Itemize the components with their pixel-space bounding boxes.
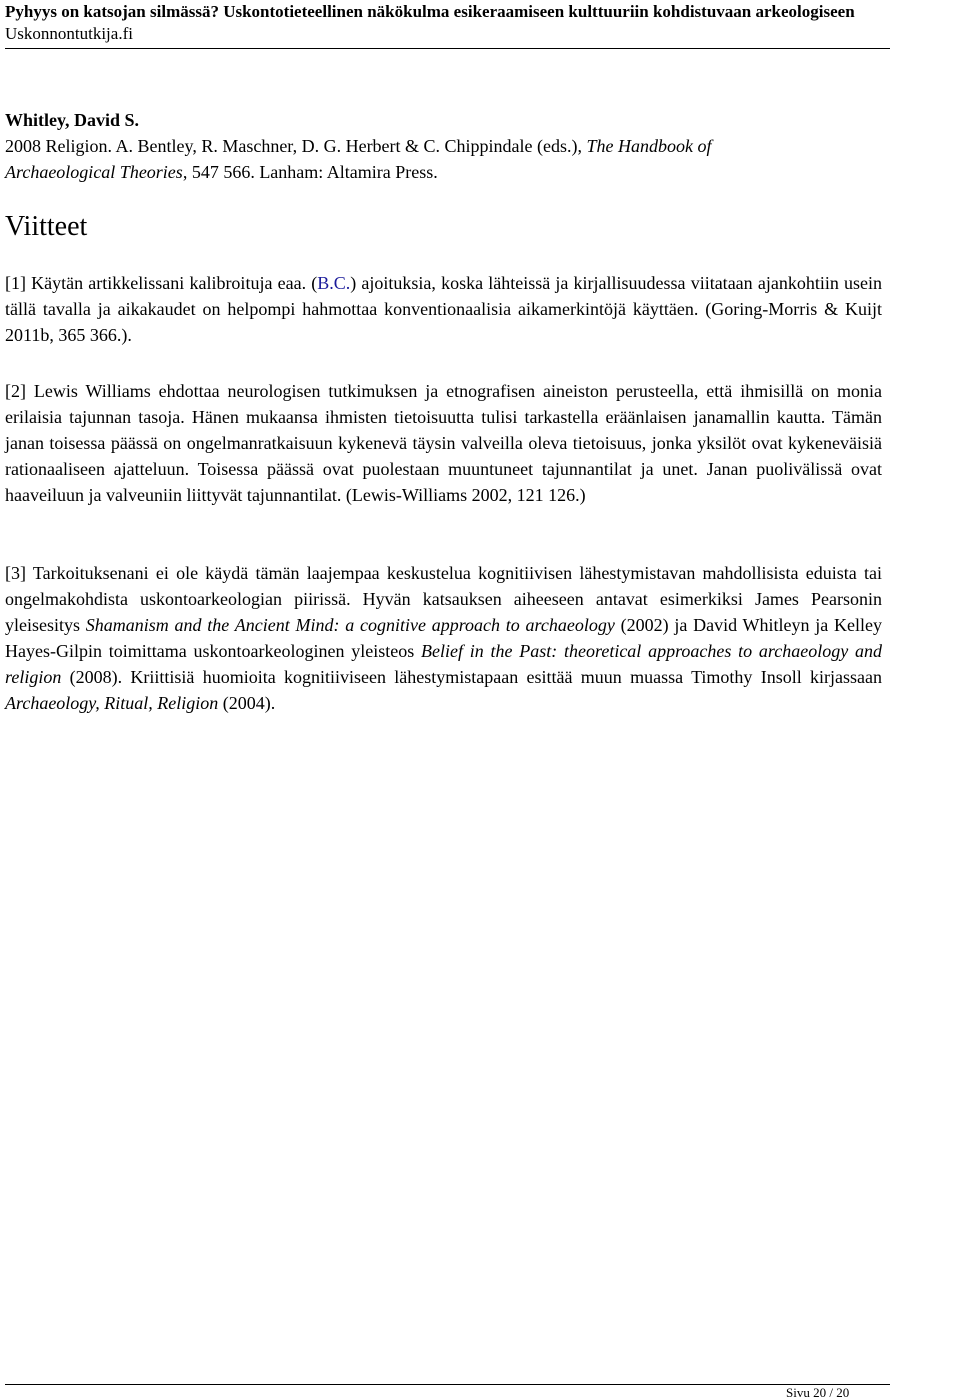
footnote-1 bbox=[5, 270, 882, 348]
citation-text: 2008 Religion. A. Bentley, R. Maschner, D. G. Herbert & C. Chippindale (eds.), bbox=[5, 136, 587, 156]
document-title: Pyhyys on katsojan silmässä? Uskontotieteellinen näkökulma esikeraamiseen kulttuuriin kohdistuvaan arkeologiseen bbox=[5, 2, 855, 21]
footnote-3 bbox=[5, 560, 882, 716]
header-divider bbox=[5, 48, 890, 49]
footnote-3-text-2: (2002) ja David Whitleyn ja Kelley Hayes-Gilpin toimittama uskontoarkeologinen yleisteos bbox=[5, 615, 882, 661]
bc-link[interactable]: B.C. bbox=[317, 273, 351, 293]
reference-entry bbox=[5, 107, 882, 185]
book-title-archaeology: Archaeology, Ritual, Religion bbox=[5, 693, 219, 713]
footnote-1-text: [1] Käytän artikkelissani kalibroituja eaa. ( bbox=[5, 273, 318, 293]
citation-book-title-cont: Archaeological Theories bbox=[5, 162, 183, 182]
footnote-3-text-4: (2004). bbox=[218, 693, 276, 713]
book-title-shamanism: Shamanism and the Ancient Mind: a cognitive approach to archaeology bbox=[85, 615, 615, 635]
citation-book-title: The Handbook of bbox=[586, 136, 712, 156]
citation-publisher: , 547 566. Lanham: Altamira Press. bbox=[182, 162, 438, 182]
page-header bbox=[5, 1, 955, 45]
page-number: Sivu 20 / 20 bbox=[786, 1385, 850, 1400]
footnote-3-text: [3] Tarkoituksenani ei ole käydä tämän laajempaa keskustelua kognitiivisen lähestymistavan mahdollisista eduista tai ongelmakohdista uskontoarkeologian piirissä. Hyvän katsauksen aiheeseen antavat esimerkiksi James Pearsonin yleisesitys bbox=[5, 563, 882, 635]
footnote-2: [2] Lewis Williams ehdottaa neurologisen tutkimuksen ja etnografisen aineiston perusteella, että ihmisillä on monia erilaisia tajunnan tasoja. Hänen mukaansa ihmisten tietoisuutta tulisi tarkastella eräänlaisen janamallin kautta. Tämän janan toisessa päässä on ongelmanratkaisuun kykenevä täysin valveilla oleva tietoisuus, jonka yksilöt ovat kykeneväisiä rationaaliseen ajatteluun. Toisessa päässä ovat puolestaan muuntuneet tajunnantilat ja unet. Janan puolivälissä ovat haaveiluun ja valveuniin liittyvät tajunnantilat. (Lewis-Williams 2002, 121 126.) bbox=[5, 381, 882, 505]
footnote-3-text-3: (2008). Kriittisiä huomioita kognitiiviseen lähestymistapaan esittää muun muassa Timothy Insoll kirjassaan bbox=[61, 667, 882, 687]
notes-heading: Viitteet bbox=[5, 211, 88, 242]
book-title-belief: Belief in the Past: theoretical approaches to archaeology and religion bbox=[5, 641, 882, 687]
site-name: Uskonnontutkija.fi bbox=[5, 24, 133, 43]
reference-citation bbox=[5, 133, 882, 185]
footer-divider bbox=[5, 1384, 890, 1385]
reference-author: Whitley, David S. bbox=[5, 110, 140, 130]
footnote-1-text-cont: ) ajoituksia, koska lähteissä ja kirjallisuudessa viitataan ajankohtiin usein tällä tavalla ja aikakaudet on helpompi hahmottaa konventionaalisia aikamerkintöjä käyttäen. (Goring-Morris & Kuijt 2011b, 365 366.). bbox=[5, 273, 882, 345]
